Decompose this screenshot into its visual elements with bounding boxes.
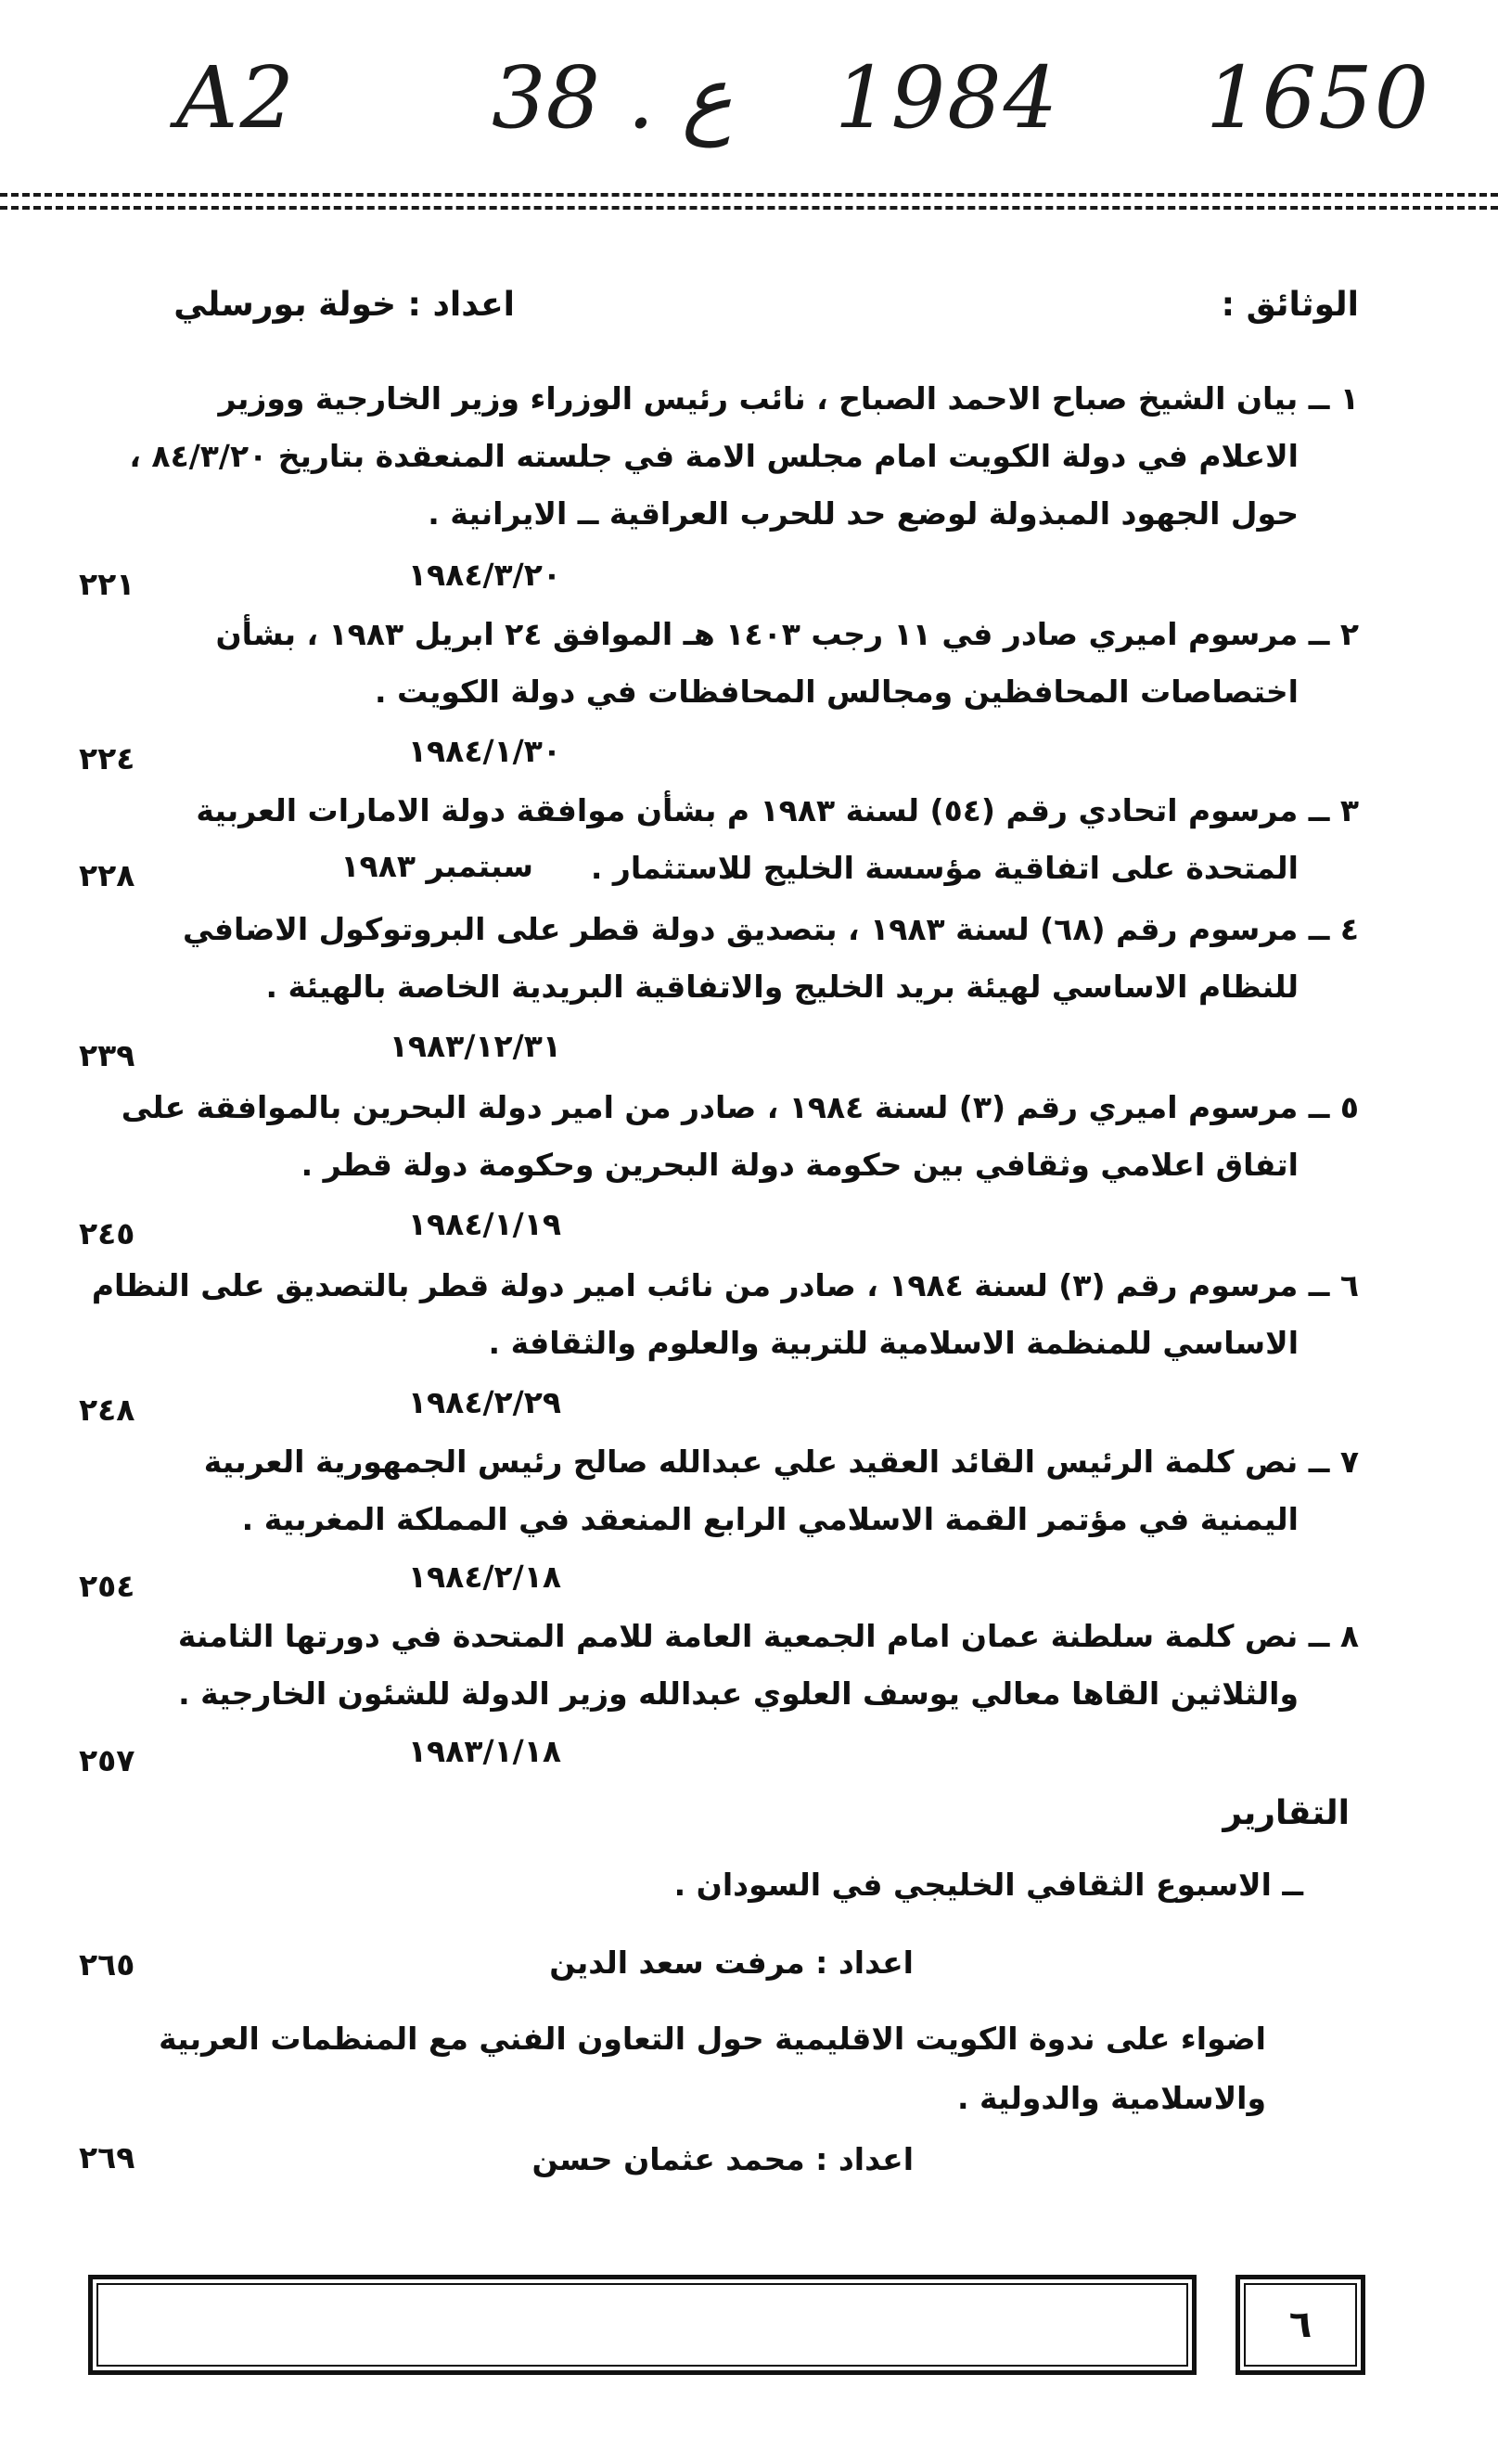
entry-page: ٢٢٤ <box>79 740 135 776</box>
entry-line: الاعلام في دولة الكويت امام مجلس الامة في جلسته المنعقدة بتاريخ ٨٤/٣/٢٠ ، <box>129 438 1299 474</box>
entry-date: ١٩٨٤/١/١٩ <box>407 1206 561 1242</box>
entry-line: ١ ــ بيان الشيخ صباح الاحمد الصباح ، نائب رئيس الوزراء وزير الخارجية ووزير <box>218 380 1359 417</box>
entry-line: ــ الاسبوع الثقافي الخليجي في السودان . <box>673 1867 1303 1903</box>
entry-line: اليمنية في مؤتمر القمة الاسلامي الرابع المنعقد في المملكة المغربية . <box>241 1501 1299 1537</box>
entry-line: ٨ ــ نص كلمة سلطنة عمان امام الجمعية العامة للامم المتحدة في دورتها الثامنة <box>177 1618 1359 1654</box>
entry-date: ١٩٨٣/١٢/٣١ <box>389 1028 561 1064</box>
entry-date: ١٩٨٤/٢/٢٩ <box>407 1384 561 1420</box>
page-number: ٦ <box>1288 2304 1312 2346</box>
handwritten-number: 1650 <box>1206 48 1431 148</box>
entry-line: حول الجهود المبذولة لوضع حد للحرب العراقية ــ الايرانية . <box>428 495 1299 532</box>
handwritten-volume: 38 . ع <box>492 48 733 148</box>
entry-line: ٥ ــ مرسوم اميري رقم (٣) لسنة ١٩٨٤ ، صادر من امير دولة البحرين بالموافقة على <box>121 1089 1359 1125</box>
dashed-divider <box>0 206 1498 210</box>
entry-line: ٣ ــ مرسوم اتحادي رقم (٥٤) لسنة ١٩٨٣ م بشأن موافقة دولة الامارات العربية <box>196 792 1359 828</box>
dashed-divider <box>0 193 1498 197</box>
entry-page: ٢٢١ <box>79 566 135 602</box>
entry-line: اضواء على ندوة الكويت الاقليمية حول التعاون الفني مع المنظمات العربية <box>159 2021 1266 2057</box>
footer-frame <box>88 2275 1197 2375</box>
prepared-by: اعداد : خولة بورسلي <box>173 286 515 324</box>
entry-date: ١٩٨٤/١/٣٠ <box>407 733 561 769</box>
section-title: الوثائق : <box>1221 286 1359 324</box>
entry-page: ٢٣٩ <box>79 1037 135 1073</box>
entry-page: ٢٢٨ <box>79 857 135 893</box>
entry-line: ٤ ــ مرسوم رقم (٦٨) لسنة ١٩٨٣ ، بتصديق دولة قطر على البروتوكول الاضافي <box>183 911 1359 947</box>
entry-date: ١٩٨٤/٢/١٨ <box>407 1559 561 1595</box>
entry-page: ٢٥٤ <box>79 1568 135 1604</box>
entry-date: ١٩٨٤/٣/٢٠ <box>407 557 561 593</box>
entry-page: ٢٤٥ <box>79 1215 135 1251</box>
page-number-frame <box>1236 2275 1365 2375</box>
entry-line: الاساسي للمنظمة الاسلامية للتربية والعلوم والثقافة . <box>488 1325 1299 1361</box>
entry-author: اعداد : مرفت سعد الدين <box>549 1944 914 1981</box>
entry-line: اتفاق اعلامي وثقافي بين حكومة دولة البحرين وحكومة دولة قطر . <box>301 1147 1299 1183</box>
entry-page: ٢٦٩ <box>79 2139 135 2175</box>
entry-line: ٧ ــ نص كلمة الرئيس القائد العقيد علي عبدالله صالح رئيس الجمهورية العربية <box>203 1444 1359 1480</box>
entry-page: ٢٤٨ <box>79 1392 135 1428</box>
reports-heading: التقارير <box>1223 1794 1350 1832</box>
handwritten-code: A2 <box>176 48 296 148</box>
entry-author: اعداد : محمد عثمان حسن <box>531 2141 914 2177</box>
entry-date: سبتمبر ١٩٨٣ <box>340 848 533 884</box>
entry-date: ١٩٨٣/١/١٨ <box>407 1733 561 1769</box>
handwritten-year: 1984 <box>835 48 1060 148</box>
entry-line: ٦ ــ مرسوم رقم (٣) لسنة ١٩٨٤ ، صادر من نائب امير دولة قطر بالتصديق على النظام <box>91 1267 1359 1303</box>
entry-line: ٢ ــ مرسوم اميري صادر في ١١ رجب ١٤٠٣ هـ الموافق ٢٤ ابريل ١٩٨٣ ، بشأن <box>215 616 1359 652</box>
entry-page: ٢٥٧ <box>79 1742 135 1778</box>
entry-line: اختصاصات المحافظين ومجالس المحافظات في دولة الكويت . <box>374 674 1299 710</box>
entry-line: للنظام الاساسي لهيئة بريد الخليج والاتفاقية البريدية الخاصة بالهيئة . <box>265 969 1299 1005</box>
entry-line: المتحدة على اتفاقية مؤسسة الخليج للاستثمار . <box>590 850 1299 886</box>
entry-line: والاسلامية والدولية . <box>957 2080 1266 2116</box>
entry-line: والثلاثين القاها معالي يوسف العلوي عبدالله وزير الدولة للشئون الخارجية . <box>178 1675 1299 1712</box>
entry-page: ٢٦٥ <box>79 1946 135 1983</box>
